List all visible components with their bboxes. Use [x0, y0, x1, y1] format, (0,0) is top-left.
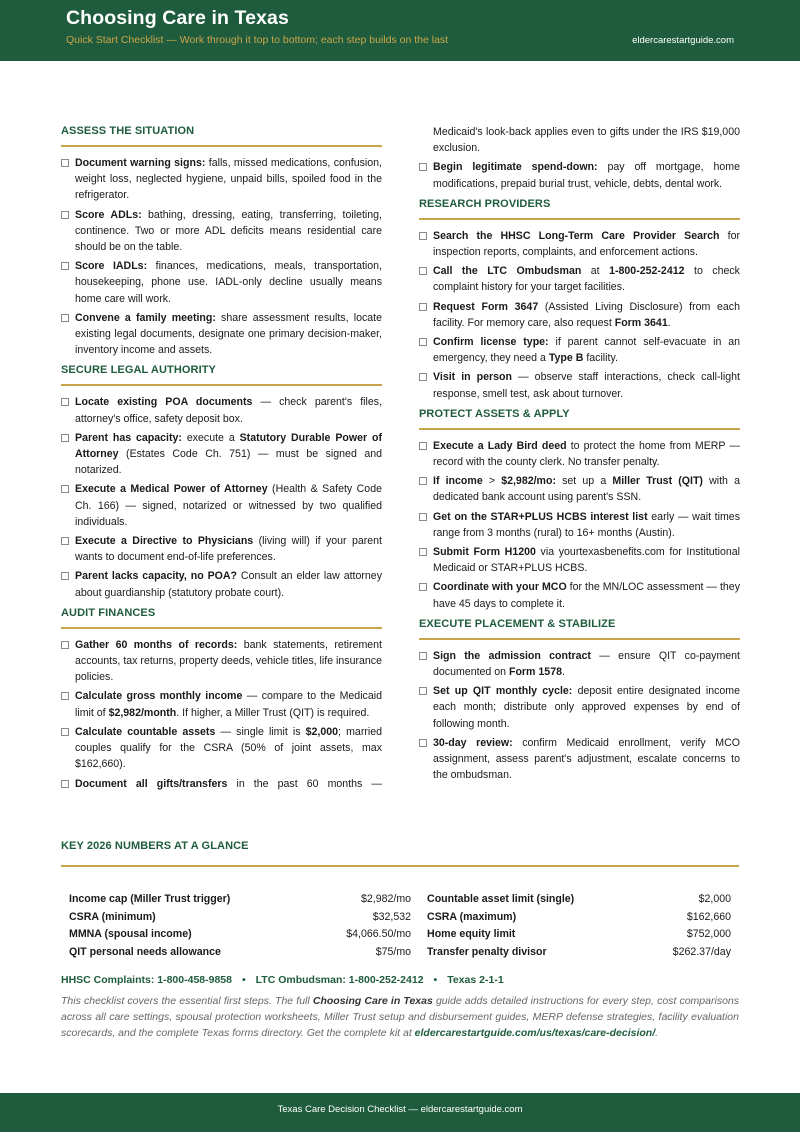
checkbox-icon[interactable] — [419, 687, 427, 695]
checkbox-icon[interactable] — [61, 485, 69, 493]
audit-checklist-continued — [419, 124, 740, 192]
table-row — [69, 943, 731, 961]
guide-title: Choosing Care in Texas — [312, 995, 433, 1007]
checklist-item: Calculate countable assets — single limit is $2,000; married couples qualify for the CSRA (50% of joint assets, max $162,660). — [61, 724, 382, 773]
checkbox-icon[interactable] — [419, 232, 427, 240]
table-cell-value: $32,532 — [372, 910, 412, 923]
checkbox-icon[interactable] — [419, 338, 427, 346]
table-cell-value: $2,000 — [698, 892, 731, 905]
page-footer — [0, 1093, 800, 1132]
research-checklist — [419, 228, 740, 402]
checklist-item: Locate existing POA documents — check parent's files, attorney's office, safety deposit box. — [61, 394, 382, 426]
key-numbers-section — [61, 839, 739, 875]
guide-promo-note: This checklist covers the essential first steps. The full Choosing Care in Texas guide adds detailed instructions for every step, cost comparisons across all care settings, spousal protection worksheets, Miller Trust setup and disbursement guides, MERP defense strategies, facility evaluation scorecards, and the complete Texas forms directory. Get the complete kit at eldercarestartguide.com/us/texas/care-decision/. — [61, 995, 739, 1040]
checklist-item: Execute a Medical Power of Attorney (Health & Safety Code Ch. 166) — signed, notarized or witnessed by two qualified individuals. — [61, 481, 382, 530]
checklist-item: Parent has capacity: execute a Statutory Durable Power of Attorney (Estates Code Ch. 751) — must be signed and notarized. — [61, 430, 382, 479]
table-row — [69, 925, 731, 943]
checkbox-icon[interactable] — [419, 373, 427, 381]
checkbox-icon[interactable] — [419, 548, 427, 556]
section-heading-key-numbers: KEY 2026 NUMBERS AT A GLANCE — [61, 840, 249, 852]
table-cell-value: $752,000 — [686, 928, 731, 941]
checklist-item: Document all gifts/transfers in the past 60 months — — [61, 776, 382, 792]
page-title: Choosing Care in Texas — [66, 7, 289, 29]
key-numbers-table — [69, 890, 731, 961]
checkbox-icon[interactable] — [61, 398, 69, 406]
table-row — [69, 908, 731, 926]
footer-text: Texas Care Decision Checklist — eldercarestartguide.com — [277, 1104, 523, 1115]
table-cell-label: Countable asset limit (single) — [427, 892, 575, 905]
checklist-item: Calculate gross monthly income — compare to the Medicaid limit of $2,982/month. If higher, a Miller Trust (QIT) is required. — [61, 688, 382, 720]
checkbox-icon[interactable] — [419, 267, 427, 275]
table-cell-value: $2,982/mo — [360, 892, 412, 905]
checklist-item: Execute a Directive to Physicians (living will) if your parent wants to document end-of-life preferences. — [61, 533, 382, 565]
checkbox-icon[interactable] — [419, 513, 427, 521]
table-cell-label: Transfer penalty divisor — [427, 945, 547, 958]
separator-bullet: • — [433, 974, 438, 986]
table-cell-value: $75/mo — [375, 945, 412, 958]
checkbox-icon[interactable] — [61, 159, 69, 167]
section-heading-execute: EXECUTE PLACEMENT & STABILIZE — [419, 617, 616, 630]
header-site-link[interactable]: eldercarestartguide.com — [632, 35, 734, 46]
checklist-item: Gather 60 months of records: bank statements, retirement accounts, tax returns, property deeds, vehicle titles, life insurance policies. — [61, 637, 382, 686]
texas-211[interactable]: Texas 2-1-1 — [447, 974, 504, 986]
legal-checklist — [61, 394, 382, 600]
section-divider — [419, 218, 740, 220]
checklist-item: Parent lacks capacity, no POA? Consult an elder law attorney about guardianship (statutory probate court). — [61, 568, 382, 600]
page-subtitle: Quick Start Checklist — Work through it top to bottom; each step builds on the last — [66, 34, 449, 46]
checklist-item: Document warning signs: falls, missed medications, confusion, weight loss, neglected hygiene, unpaid bills, spoiled food in the refrigerator. — [61, 155, 382, 204]
checklist-item: Convene a family meeting: share assessment results, locate existing legal documents, designate one primary decision-maker, inventory income and assets. — [61, 310, 382, 359]
checkbox-icon[interactable] — [419, 477, 427, 485]
checkbox-icon[interactable] — [61, 262, 69, 270]
checkbox-icon[interactable] — [61, 641, 69, 649]
checklist-item: Call the LTC Ombudsman at 1-800-252-2412 to check complaint history for your target facilities. — [419, 263, 740, 295]
checkbox-icon[interactable] — [419, 652, 427, 660]
section-divider — [419, 638, 740, 640]
table-cell-value: $162,660 — [686, 910, 731, 923]
table-cell-label: Income cap (Miller Trust trigger) — [69, 892, 231, 905]
checklist-item-continuation: Medicaid's look-back applies even to gifts under the IRS $19,000 exclusion. — [433, 126, 740, 155]
checklist-item: Set up QIT monthly cycle: deposit entire designated income each month; distribute only approved expenses by end of following month. — [419, 683, 740, 732]
table-row — [69, 890, 731, 908]
table-cell-value: $262.37/day — [672, 945, 731, 958]
checkbox-icon[interactable] — [61, 728, 69, 736]
checklist-item: Score IADLs: finances, medications, meals, transportation, housekeeping, phone use. IADL-only decline usually means home care will work. — [61, 258, 382, 307]
section-divider — [419, 428, 740, 430]
section-heading-legal: SECURE LEGAL AUTHORITY — [61, 364, 216, 377]
checklist-item: Sign the admission contract — ensure QIT co-payment documented on Form 1578. — [419, 648, 740, 680]
separator-bullet: • — [241, 974, 246, 986]
checklist-item: Score ADLs: bathing, dressing, eating, transferring, toileting, continence. Two or more ADL deficits means residential care should be on the table. — [61, 207, 382, 256]
protect-checklist — [419, 438, 740, 612]
left-column — [61, 124, 382, 795]
table-cell-label: Home equity limit — [427, 928, 516, 941]
checklist-item: If income > $2,982/mo: set up a Miller Trust (QIT) with a dedicated bank account using parent's SSN. — [419, 473, 740, 505]
audit-checklist — [61, 637, 382, 792]
section-divider — [61, 145, 382, 147]
checklist-item: Visit in person — observe staff interactions, check call-light response, smell test, ask about turnover. — [419, 369, 740, 401]
section-heading-audit: AUDIT FINANCES — [61, 606, 156, 619]
section-divider — [61, 865, 739, 867]
checkbox-icon[interactable] — [61, 572, 69, 580]
checklist-item: Get on the STAR+PLUS HCBS interest list early — wait times range from 3 months (rural) to 16+ months (Austin). — [419, 509, 740, 541]
checklist-item: Execute a Lady Bird deed to protect the home from MERP — record with the county clerk. No transfer penalty. — [419, 438, 740, 470]
checkbox-icon[interactable] — [61, 314, 69, 322]
checklist-item: 30-day review: confirm Medicaid enrollment, verify MCO assignment, assess parent's adjustment, escalate concerns to the ombudsman. — [419, 735, 740, 784]
table-cell-label: CSRA (minimum) — [69, 910, 156, 923]
section-heading-assess: ASSESS THE SITUATION — [61, 125, 195, 137]
checkbox-icon[interactable] — [61, 780, 69, 788]
right-column — [419, 124, 740, 787]
checkbox-icon[interactable] — [419, 303, 427, 311]
checklist-item: Confirm license type: if parent cannot self-evacuate in an emergency, they need a Type B facility. — [419, 334, 740, 366]
checkbox-icon[interactable] — [419, 163, 427, 171]
assess-checklist — [61, 155, 382, 358]
checkbox-icon[interactable] — [61, 692, 69, 700]
section-divider — [61, 384, 382, 386]
ombudsman-phone[interactable]: LTC Ombudsman: 1-800-252-2412 — [255, 974, 424, 986]
table-cell-label: MMNA (spousal income) — [69, 928, 192, 941]
page-header — [0, 0, 800, 61]
table-cell-label: CSRA (maximum) — [427, 910, 517, 923]
checklist-item: Search the HHSC Long-Term Care Provider Search for inspection reports, complaints, and enforcement actions. — [419, 228, 740, 260]
checkbox-icon[interactable] — [61, 211, 69, 219]
checklist-item: Request Form 3647 (Assisted Living Disclosure) from each facility. For memory care, also request Form 3641. — [419, 299, 740, 331]
section-heading-protect: PROTECT ASSETS & APPLY — [419, 407, 570, 420]
hhsc-complaints-phone[interactable]: HHSC Complaints: 1-800-458-9858 — [61, 974, 232, 986]
checklist-item: Begin legitimate spend-down: pay off mortgage, home modifications, prepaid burial trust, vehicle, debts, dental work. — [419, 159, 740, 191]
checkbox-icon[interactable] — [419, 739, 427, 747]
checkbox-icon[interactable] — [61, 434, 69, 442]
checkbox-icon[interactable] — [61, 537, 69, 545]
contact-line — [61, 974, 504, 986]
table-cell-value: $4,066.50/mo — [346, 928, 412, 941]
guide-link[interactable]: eldercarestartguide.com/us/texas/care-decision/ — [414, 1027, 656, 1040]
execute-checklist — [419, 648, 740, 784]
checkbox-icon[interactable] — [419, 442, 427, 450]
section-divider — [61, 627, 382, 629]
section-heading-research: RESEARCH PROVIDERS — [419, 197, 551, 210]
checklist-item: Coordinate with your MCO for the MN/LOC assessment — they have 45 days to complete it. — [419, 579, 740, 611]
checklist-item: Submit Form H1200 via yourtexasbenefits.com for Institutional Medicaid or STAR+PLUS HCBS. — [419, 544, 740, 576]
table-cell-label: QIT personal needs allowance — [69, 945, 221, 958]
checkbox-icon[interactable] — [419, 583, 427, 591]
